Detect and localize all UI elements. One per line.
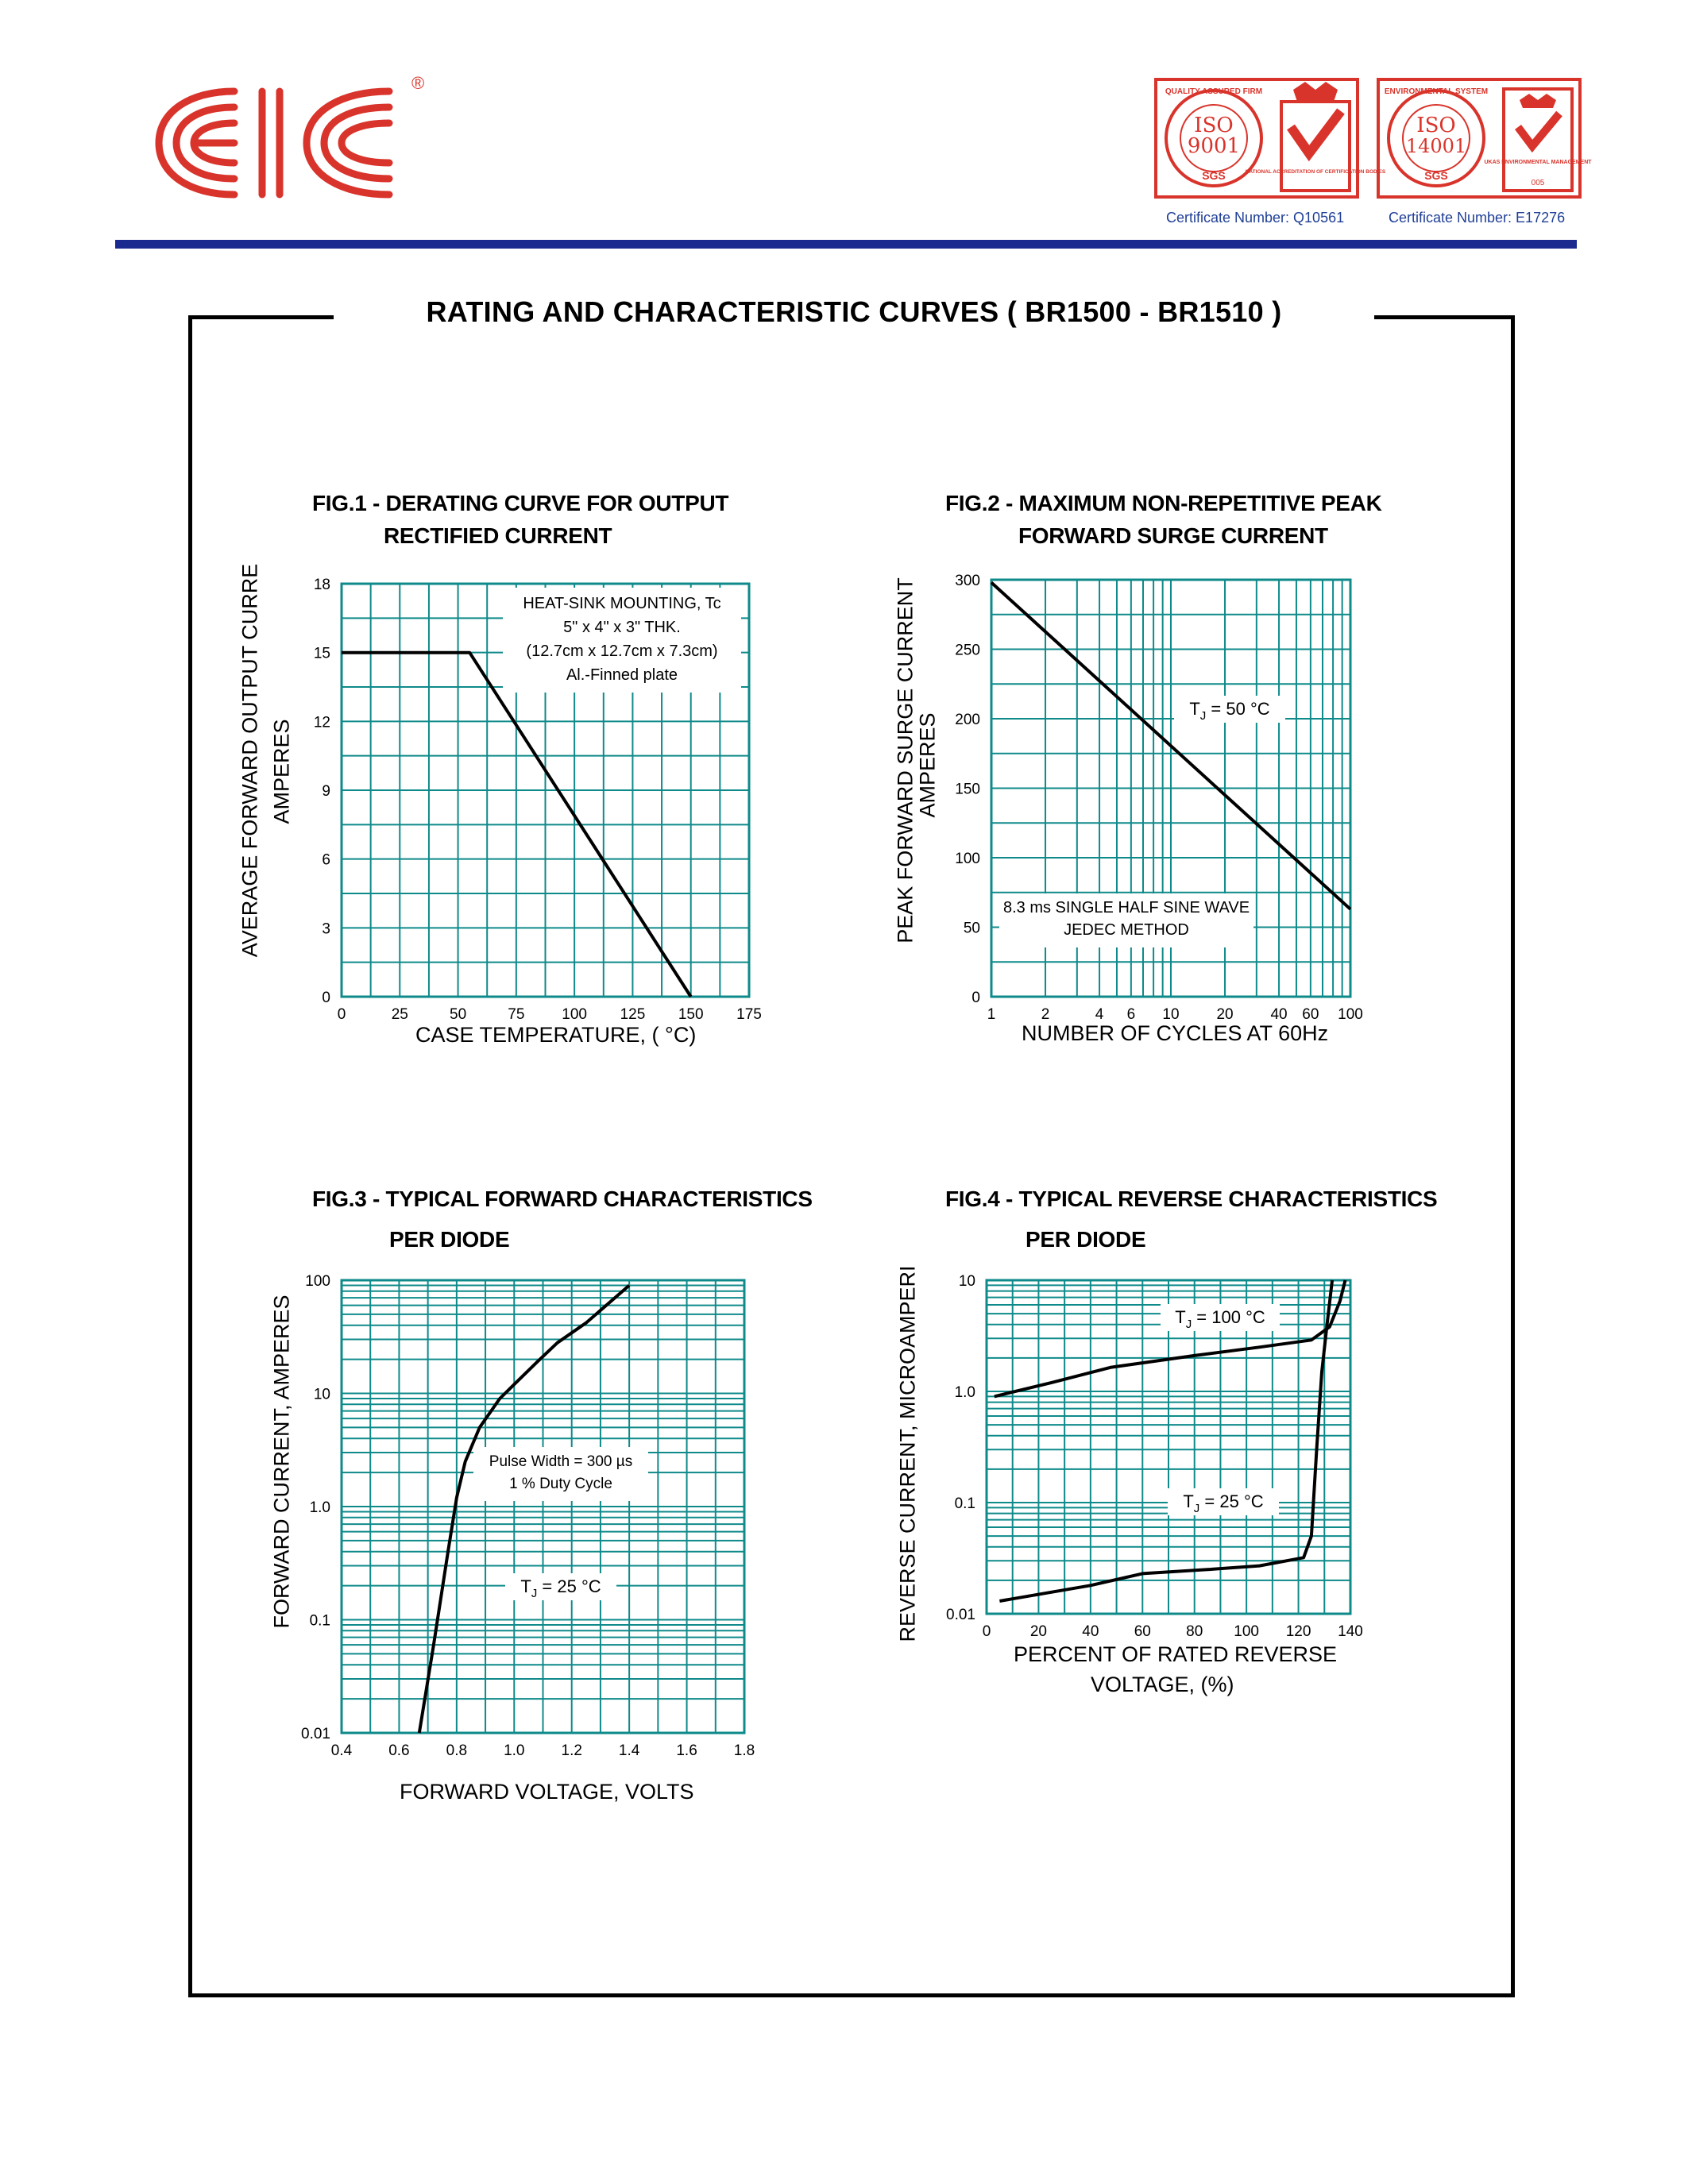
y-tick-label: 10 [313,1386,330,1403]
fig4-title: FIG.4 - TYPICAL REVERSE CHARACTERISTICS [945,1187,1438,1211]
seal-text: ENVIRONMENTAL SYSTEM [1384,87,1489,96]
fig1-note-text: Al.-Finned plate [566,666,678,684]
x-tick-label: 1.0 [504,1742,525,1759]
fig2-note-text: 8.3 ms SINGLE HALF SINE WAVE [1002,899,1250,916]
fig1-note-text: (12.7cm x 12.7cm x 7.3cm) [526,642,718,660]
x-tick-label: 120 [1285,1623,1311,1640]
fig2-chart [937,556,1382,1048]
y-tick-label: 100 [305,1273,330,1290]
y-tick-label: 0.01 [946,1607,975,1623]
x-tick-label: 0.6 [388,1742,410,1759]
checkmark-icon [1518,114,1559,146]
iso-number: 9001 [1187,134,1241,158]
fig3-note-text: 1 % Duty Cycle [509,1476,612,1492]
fig1-title: FIG.1 - DERATING CURVE FOR OUTPUT [312,491,729,515]
y-tick-label: 1.0 [954,1384,975,1401]
fig2-title: FIG.2 - MAXIMUM NON-REPETITIVE PEAK [945,491,1382,515]
y-tick-label: 9 [322,783,330,800]
ukas-text: UKAS ENVIRONMENTAL MANAGEMENT [1484,160,1592,165]
registered-mark: ® [411,73,425,93]
fig1-subtitle: RECTIFIED CURRENT [384,523,612,548]
fig3-xlabel: FORWARD VOLTAGE, VOLTS [400,1780,694,1804]
y-tick-label: 0.1 [309,1612,330,1630]
fig2-note-text: JEDEC METHOD [1064,921,1189,939]
fig3-condition: $T_J = 25$ °C [520,1576,601,1600]
y-tick-label: 10 [958,1273,975,1290]
x-tick-label: 4 [1095,1006,1104,1023]
x-tick-label: 80 [1186,1623,1203,1640]
x-tick-label: 10 [1162,1006,1180,1023]
header-rule [115,240,1577,249]
x-tick-label: 1.6 [676,1742,697,1759]
x-tick-label: 25 [391,1006,408,1023]
x-tick-label: 20 [1029,1623,1047,1640]
crown-icon [1293,82,1338,102]
fig4-chart [929,1255,1382,1640]
fig1-xlabel: CASE TEMPERATURE, ( °C) [415,1023,697,1047]
accreditation-text: NATIONAL ACCREDITATION OF CERTIFICATION BODIES [1245,169,1386,175]
iso-label: ISO [1194,114,1234,137]
crown-icon [1520,94,1556,108]
y-tick-label: 1.0 [309,1499,330,1516]
iso-number: 14001 [1405,135,1467,157]
x-tick-label: 100 [562,1006,587,1023]
y-tick-label: 12 [313,714,330,731]
x-tick-label: 60 [1134,1623,1151,1640]
fig2-xlabel: NUMBER OF CYCLES AT 60Hz [1022,1021,1329,1045]
x-tick-label: 125 [620,1006,646,1023]
fig2-ylabel-units: AMPERES [915,712,940,818]
fig1-note-text: HEAT-SINK MOUNTING, Tc [523,595,721,612]
y-tick-label: 0.01 [301,1726,330,1742]
fig2-condition: $T_J = 50$ °C [1189,699,1270,723]
x-tick-label: 50 [450,1006,467,1023]
fig2-ylabel: PEAK FORWARD SURGE CURRENT [893,577,917,943]
x-tick-label: 1.2 [561,1742,582,1759]
x-tick-label: 1 [987,1006,996,1023]
x-tick-label: 20 [1216,1006,1234,1023]
x-tick-label: 0 [982,1623,991,1640]
x-tick-label: 0.8 [446,1742,468,1759]
fig4-xlabel-line2: VOLTAGE, (%) [1091,1673,1234,1696]
iso-label: ISO [1416,114,1456,137]
x-tick-label: 140 [1338,1623,1363,1640]
fig4-xlabel: PERCENT OF RATED REVERSE [1014,1642,1338,1666]
x-tick-label: 0.4 [330,1742,353,1759]
x-tick-label: 150 [678,1006,704,1023]
x-tick-label: 1.8 [733,1742,755,1759]
series-line-1 [419,1286,629,1734]
sgs-label: SGS [1202,169,1226,182]
fig1-chart [302,556,778,1048]
fig4-condition-low: $T_J = 25$ °C [1183,1491,1264,1515]
x-tick-label: 175 [736,1006,762,1023]
y-tick-label: 6 [322,851,330,869]
x-tick-label: 0 [337,1006,346,1023]
fig3-ylabel: FORWARD CURRENT, AMPERES [269,1295,294,1629]
fig3-note-text: Pulse Width = 300 µs [489,1453,633,1470]
y-tick-label: 200 [955,712,980,728]
x-tick-label: 40 [1270,1006,1288,1023]
seal-text: QUALITY ASSURED FIRM [1165,87,1263,96]
x-tick-label: 6 [1126,1006,1136,1023]
y-tick-label: 0.1 [954,1495,975,1512]
y-tick-label: 50 [963,920,980,937]
fig3-title: FIG.3 - TYPICAL FORWARD CHARACTERISTICS [312,1187,813,1211]
y-tick-label: 18 [313,577,330,593]
checkmark-icon [1291,111,1341,153]
y-tick-label: 100 [955,851,980,867]
x-tick-label: 75 [508,1006,525,1023]
fig1-note-text: 5" x 4" x 3" THK. [563,619,681,636]
fig2-subtitle: FORWARD SURGE CURRENT [1018,523,1328,548]
eic-logo [151,71,437,214]
y-tick-label: 3 [322,920,330,938]
y-tick-label: 250 [955,642,980,659]
fig4-condition-high: $T_J = 100$ °C [1175,1307,1265,1331]
iso-9001-certificate-badge [1154,70,1386,221]
x-tick-label: 100 [1234,1623,1259,1640]
x-tick-label: 60 [1302,1006,1319,1023]
y-tick-label: 15 [313,645,330,662]
y-tick-label: 0 [971,990,980,1006]
fig4-ylabel: REVERSE CURRENT, MICROAMPERI [895,1265,920,1642]
certificate-number-e: Certificate Number: E17276 [1389,210,1566,226]
sgs-label: SGS [1424,169,1448,182]
fig1-ylabel-units: AMPERES [269,719,294,824]
x-tick-label: 40 [1082,1623,1099,1640]
fig3-subtitle: PER DIODE [389,1227,510,1252]
x-tick-label: 100 [1338,1006,1363,1023]
fig1-ylabel: AVERAGE FORWARD OUTPUT CURRE [238,563,262,958]
y-tick-label: 300 [955,573,980,589]
x-tick-label: 1.4 [618,1742,640,1759]
fig3-chart [294,1255,771,1763]
certificate-number-q: Certificate Number: Q10561 [1166,210,1345,226]
x-tick-label: 2 [1041,1006,1050,1023]
iso-14001-certificate-badge [1377,70,1592,221]
y-tick-label: 0 [322,990,330,1006]
page-title: RATING AND CHARACTERISTIC CURVES ( BR1500 - BR1510 ) [426,295,1282,328]
y-tick-label: 150 [955,781,980,798]
fig4-subtitle: PER DIODE [1026,1227,1146,1252]
ukas-code: 005 [1531,179,1545,187]
